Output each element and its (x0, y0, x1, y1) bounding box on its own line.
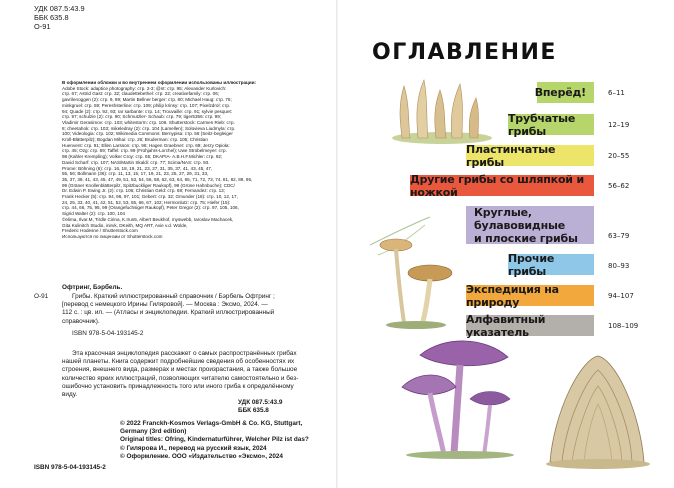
toc-item-other-fungi[interactable]: Прочие грибы (508, 254, 594, 275)
o-top: О-91 (34, 22, 51, 31)
abstract-line: ошибочно установить принадлежность того или иного гриба к определённому (62, 382, 294, 390)
mushroom-illustration-icon (370, 215, 460, 330)
page-title: ОГЛАВЛЕНИЕ (372, 40, 557, 65)
credits-line: Sigrid Walter (2): стр. 100, 104 (62, 211, 125, 217)
description-line: справочник). (62, 317, 100, 325)
description-block (62, 293, 330, 326)
credits-line: minkgruel: стр. 59; Pereshsterline: стр. 109; philip krinsy: стр. 107; Pixelzdrol: стр. (62, 102, 231, 108)
credits-line: 94; Quade (2): стр. 92, 93; rar sarbante: стр. 14; Trouvaille: стр. 91; sylvie pesquet: (62, 108, 233, 114)
abstract-line: количество ярких иллюстраций, позволяющих читателю самостоятельно и без- (62, 374, 299, 382)
o-mid: О-91 (34, 293, 49, 300)
toc-item-forward[interactable]: Вперёд! (537, 82, 594, 103)
toc-pages-forward: 6–11 (608, 89, 625, 97)
abstract-line: строения, внешнего вида, размерах и местах произрастания, а также большое (62, 366, 298, 374)
bbk-bottom: ББК 635.8 (238, 407, 269, 414)
copyright-line: © Оформление. ООО «Издательство «Эксмо», 2024 (120, 452, 283, 460)
toc-item-tubular[interactable]: Трубчатые грибы (508, 114, 594, 135)
toc-pages-other-fungi: 80–93 (608, 262, 630, 270)
copyright-line: Original titles: Ofring, Kindernaturführer, Welcher Pilz ist das? (120, 436, 309, 444)
description-line: [перевод с немецкого Ирины Гиляровой]. — Москва : Эксмо, 2024. — (62, 301, 268, 309)
credits-line: стр. 45; Ozg: стр. 69; Taffel: стр. 99 (Frühjahrs-Lorchel); Uwe Strobelmeyer: стр. (62, 148, 227, 154)
credits-line: 98 (Kahler Krempling); Volker Croy: стр. 65; DKAPIA- A.B.H.F.Michler: стр. 92; (62, 154, 223, 160)
bracket-fungus-illustration-icon (540, 352, 652, 470)
description-line: Грибы. Краткий иллюстрированный справочник / Бэрбель Офтринг ; (72, 293, 275, 300)
toc-item-other-capped[interactable]: Другие грибы со шляпкой и ножкой (410, 175, 594, 196)
toc-pages-lamellar: 20–55 (608, 152, 630, 160)
toc-pages-other-capped: 56–62 (608, 182, 630, 190)
page-gutter (336, 0, 338, 488)
credits-line: 24, 25, 33, 40, 41, 42, 51, 52, 53, 55, 66, 67, 102; Hermonlutz: стр. 75; Hiefer (15): (62, 199, 231, 205)
credits-heading: В оформлении обложки и во внутреннем оформлении использованы иллюстрации: (62, 80, 257, 85)
credits-line: стр. 97; schulzie (2): стр. 90; Schmutzler- Schaub: стр. 79; tiger5356: стр. 99; (62, 114, 222, 120)
toc-item-expedition[interactable]: Экспедиция на природу (466, 285, 594, 306)
credits-line: Huenvent: стр. 91; Ellen Larsson: стр. 96; Hagen Graebner: стр. 69; Jerzy Opioła: (62, 142, 230, 148)
credits-line: 100; Videologia: стр. 102; Wikimedia Commons: Bernypisa: стр. 58 (Seitz-begleiger (62, 131, 233, 137)
credits-block (62, 80, 324, 240)
credits-line: стр. 44, 66, 75, 95, 99 (Orangefuchsiger Raukopf), Peter Gregor (2): стр. 97, 105, 106, (62, 205, 239, 211)
toc-pages-round-club-flat: 63–79 (608, 232, 630, 240)
abstract-line: виду. (62, 391, 78, 399)
abstract-line: Эта красочная энциклопедия расскажет о самых распространённых грибах (72, 350, 297, 357)
copyright-line: Germany (3rd edition) (120, 428, 187, 436)
isbn-mid: ISBN 978-5-04-193145-2 (72, 330, 144, 337)
credits-line: ©elima, Ilvar.M, Tirdle Cirina, K.Irun5, Albert Beukhof, myswebb, Iaroslav Machacek, (62, 216, 234, 222)
credits-line: Vladimir Gerasimov: стр. 103; whitestorm: стр. 106. Shutterstock: Carmen Rieb: стр. (62, 119, 235, 125)
credits-line: Используются по лицензии от Shutterstock.com (62, 233, 163, 239)
credits-line: Gita Kulinitch Studio, inirvk, DKeith, MQ ART, Avie v.d. Wolde, (62, 222, 188, 228)
credits-line: Dr. Edwin P. Ewing Jr. (2): стр. 106; Christian Geld: стр. 68; Fernandez: стр. 13; (62, 188, 226, 194)
udk-top: УДК 087.5:43.9 (34, 4, 85, 13)
toc-item-lamellar[interactable]: Пластинчатые грибы (466, 145, 594, 166)
club-fungi-illustration-icon (388, 76, 496, 146)
abstract-line: нашей планеты. Книга содержит подробнейшие сведения об особенностях их (62, 358, 295, 366)
credits-line: Prome: Böhning (6): стр. 16, 18, 19, 21, 23, 27, 31, 35, 37, 41, 43, 45, 47, (62, 165, 213, 171)
credits-line: Frederic Hodesne / Shutterstock.com (62, 228, 138, 234)
credits-line: 99 (Gräner Knollenblätterpilz, Spitzbuckliger Raukopf), 99 (Grüne Hahnbuche); CDC/ (62, 182, 235, 188)
credits-line: Frank Hecker (5): стр. 94, 96, 97, 101; Gebert: стр. 32; Gmunder (18): стр. 10, 12, 17, (62, 194, 238, 200)
copyright-line: © Гилярова И., перевод на русский язык, 2024 (120, 444, 267, 452)
credits-line: Adobe Stock: adaptice photography: стр. 2-3; @nt: стр. 95; Alexander Kurlovich: (62, 85, 227, 91)
toc-pages-index: 108–109 (608, 322, 639, 330)
bbk-top: ББК 635.8 (34, 13, 69, 22)
left-page (0, 0, 336, 488)
copyright-line: © 2022 Franckh-Kosmos Verlags-GmbH & Co. KG, Stuttgart, (120, 420, 303, 427)
toc-pages-tubular: 12–19 (608, 121, 630, 129)
toc-item-index[interactable]: Алфавитный указатель (466, 315, 594, 336)
credits-list (62, 86, 324, 240)
udk-bottom: УДК 087.5:43.9 (238, 399, 283, 406)
credits-line: 8; cheetahok: стр. 103; mikeledray (2): стр. 104 (Lamellen); Solovieva Liudmyla: стр. (62, 125, 236, 131)
credits-line: стр. 67; Astrid Gast: стр. 32; claudettebethel: стр. 22; creativefamily: стр. 06; (62, 91, 220, 97)
toc-pages-expedition: 94–107 (608, 292, 634, 300)
description-line: 112 с. : цв. ил. — (Атласы и энциклопедии. Краткий иллюстрированный (62, 309, 275, 317)
credits-line: gavrilenoggen (2): стр. 9, 99; Martin Bellner berger: стр. 80; Michael Haug: стр. 76; (62, 97, 232, 103)
credits-line: 55, 56; Bollmann (36): стр. 11, 13, 15, 17, 19, 21, 23, 25, 27, 29, 31, 33, (62, 171, 209, 177)
author-line: Офтринг, Бэрбель. (62, 284, 123, 291)
isbn-bottom: ISBN 978-5-04-193145-2 (34, 464, 106, 471)
abstract-block (62, 350, 332, 399)
credits-line: 35, 37, 39, 41, 43, 45, 47, 49, 51, 53, 54, 56, 58, 62, 63, 64, 65, 71, 72, 73, 74, 81, 82, 89, 95, (62, 176, 253, 182)
credits-line: Kroll-Blätterpilz); Bogdan Mihai: стр. 26; Bruderman: стр. 105; Christian (62, 137, 208, 143)
copyright-block (120, 420, 334, 461)
credits-line: David Scharf: стр. 107; NAS/Martin Skaldi: стр. 77; Scima/NAS: стр. 93. (62, 159, 210, 165)
toc-item-round-club-flat[interactable]: Круглые, булавовидные и плоские грибы (466, 206, 594, 244)
violet-mushroom-illustration-icon (400, 335, 518, 460)
